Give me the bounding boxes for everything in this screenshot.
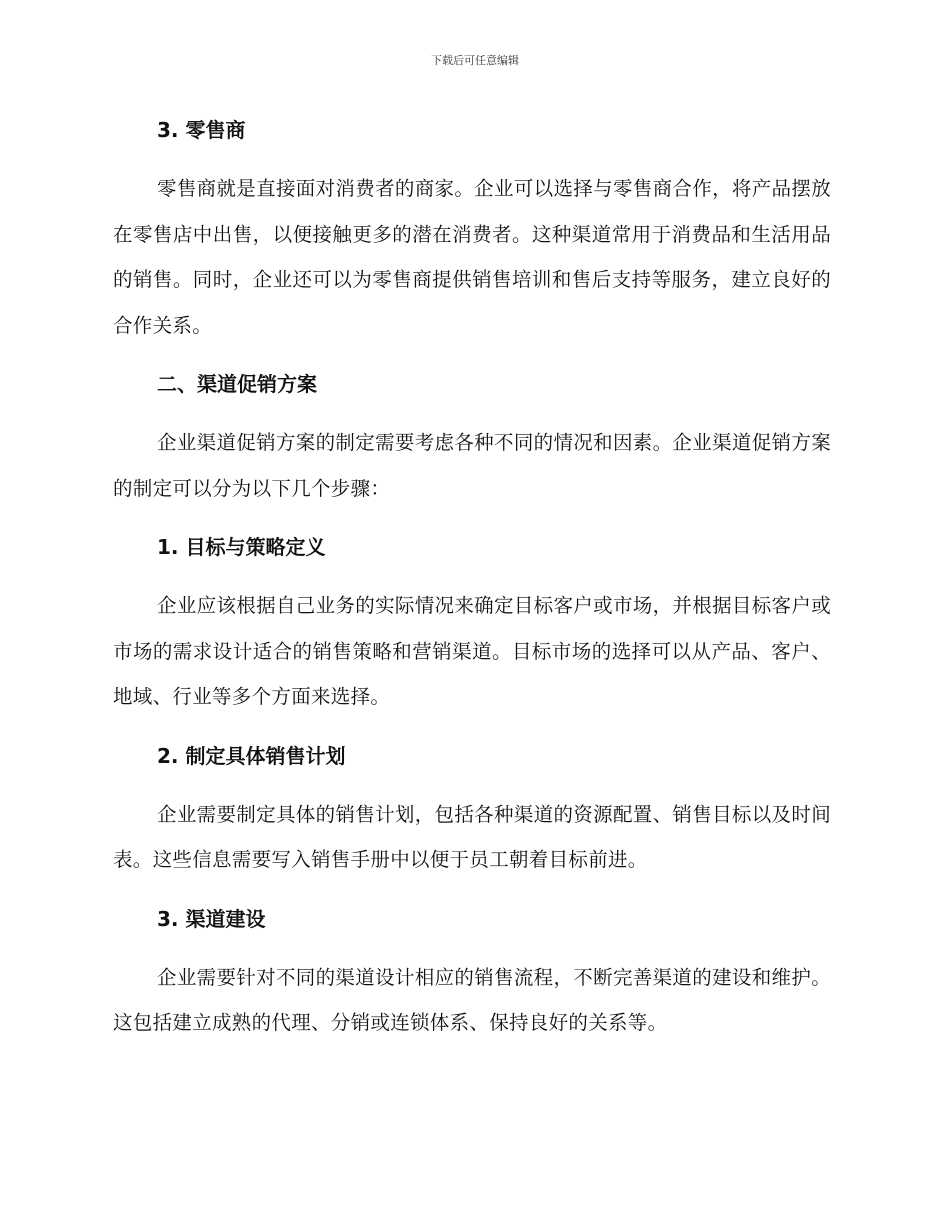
- section-heading-goals-strategy: 1. 目标与策略定义: [157, 535, 326, 559]
- section-heading-retailer: 3. 零售商: [157, 118, 246, 142]
- section-paragraph-channel-building: 企业需要针对不同的渠道设计相应的销售流程，不断完善渠道的建设和维护。这包括建立成熟的代理、分销或连锁体系、保持良好的关系等。: [113, 965, 831, 1034]
- section-heading-sales-plan: 2. 制定具体销售计划: [157, 743, 346, 768]
- section-heading-channel-building: 3. 渠道建设: [157, 906, 266, 931]
- section-paragraph-sales-plan: 企业需要制定具体的销售计划，包括各种渠道的资源配置、销售目标以及时间表。这些信息需要写入销售手册中以便于员工朝着目标前进。: [113, 802, 831, 871]
- section-paragraph-retailer: 零售商就是直接面对消费者的商家。企业可以选择与零售商合作，将产品摆放在零售店中出售，以便接触更多的潜在消费者。这种渠道常用于消费品和生活用品的销售。同时，企业还可以为零售商提供销售培训和售后支持等服务，建立良好的合作关系。: [113, 177, 831, 337]
- document-body: [113, 108, 831, 1046]
- section-paragraph-goals-strategy: 企业应该根据自己业务的实际情况来确定目标客户或市场，并根据目标客户或市场的需求设计适合的销售策略和营销渠道。目标市场的选择可以从产品、客户、地域、行业等多个方面来选择。: [113, 594, 831, 708]
- section-paragraph-channel-promotion: 企业渠道促销方案的制定需要考虑各种不同的情况和因素。企业渠道促销方案的制定可以分为以下几个步骤：: [113, 431, 831, 500]
- section-heading-channel-promotion: 二、渠道促销方案: [157, 372, 317, 396]
- page-header: 下载后可任意编辑: [431, 54, 519, 67]
